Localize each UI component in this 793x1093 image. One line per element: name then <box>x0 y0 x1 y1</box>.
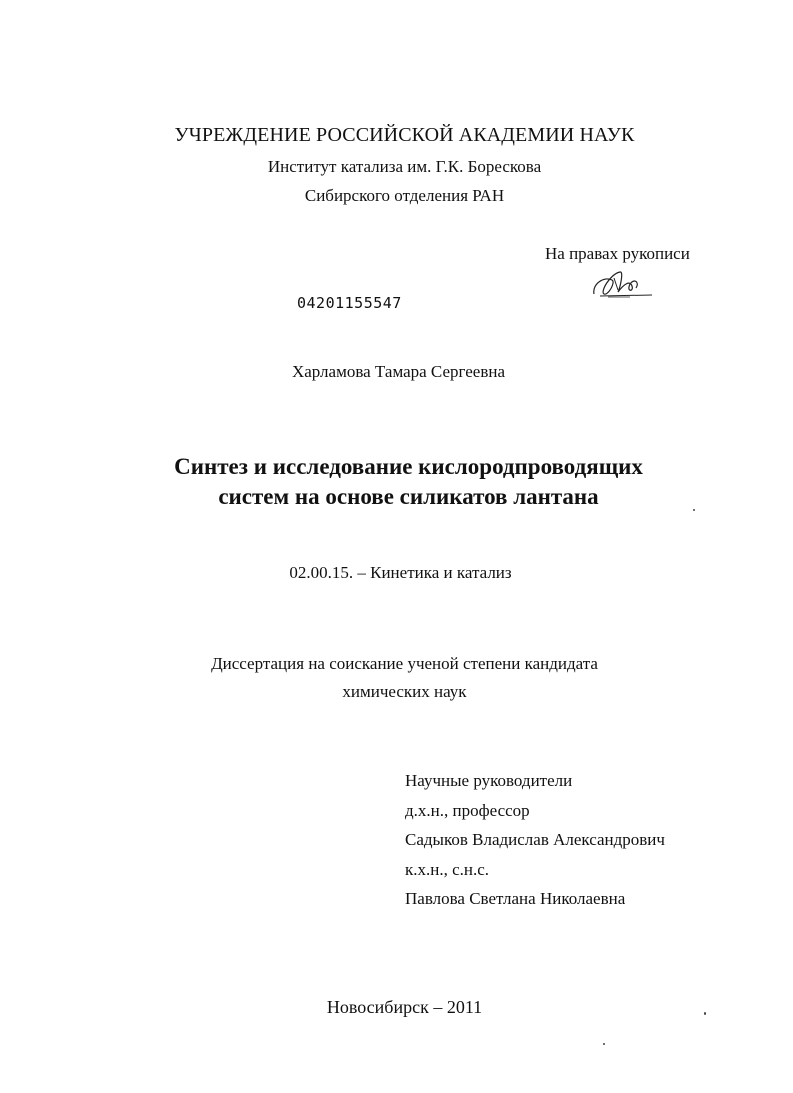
specialty-code: 02.00.15. – Кинетика и катализ <box>289 563 512 582</box>
institute-name: Институт катализа им. Г.К. Борескова <box>267 157 542 176</box>
advisor-2-name: Павлова Светлана Николаевна <box>405 889 626 908</box>
scan-speck <box>704 1012 706 1015</box>
signature-icon <box>590 266 654 300</box>
advisor-2-title: к.х.н., с.н.с. <box>405 859 490 879</box>
advisor-1-name: Садыков Владислав Александрович <box>405 830 665 849</box>
manuscript-rights-note: На правах рукописи <box>545 244 690 263</box>
advisor-1-title: д.х.н., профессор <box>405 800 530 820</box>
dissertation-title <box>12 452 793 512</box>
scan-speck <box>693 509 695 511</box>
title-line-2: систем на основе силикатов лантана <box>218 484 599 509</box>
author-name: Харламова Тамара Сергеевна <box>291 362 506 381</box>
scan-speck <box>603 1043 605 1045</box>
advisors-heading: Научные руководители <box>405 771 573 790</box>
archive-number: 04201155547 <box>297 294 402 312</box>
title-line-1: Синтез и исследование кислородпроводящих <box>174 454 643 479</box>
institution-name: УЧРЕЖДЕНИЕ РОССИЙСКОЙ АКАДЕМИИ НАУК <box>174 124 635 146</box>
city-year: Новосибирск – 2011 <box>326 997 483 1017</box>
advisors-block <box>405 766 665 914</box>
degree-line-2: химических наук <box>342 682 467 701</box>
degree-line-1: Диссертация на соискание ученой степени кандидата <box>211 654 598 673</box>
degree-statement <box>8 650 793 706</box>
institute-branch: Сибирского отделения РАН <box>304 186 505 205</box>
